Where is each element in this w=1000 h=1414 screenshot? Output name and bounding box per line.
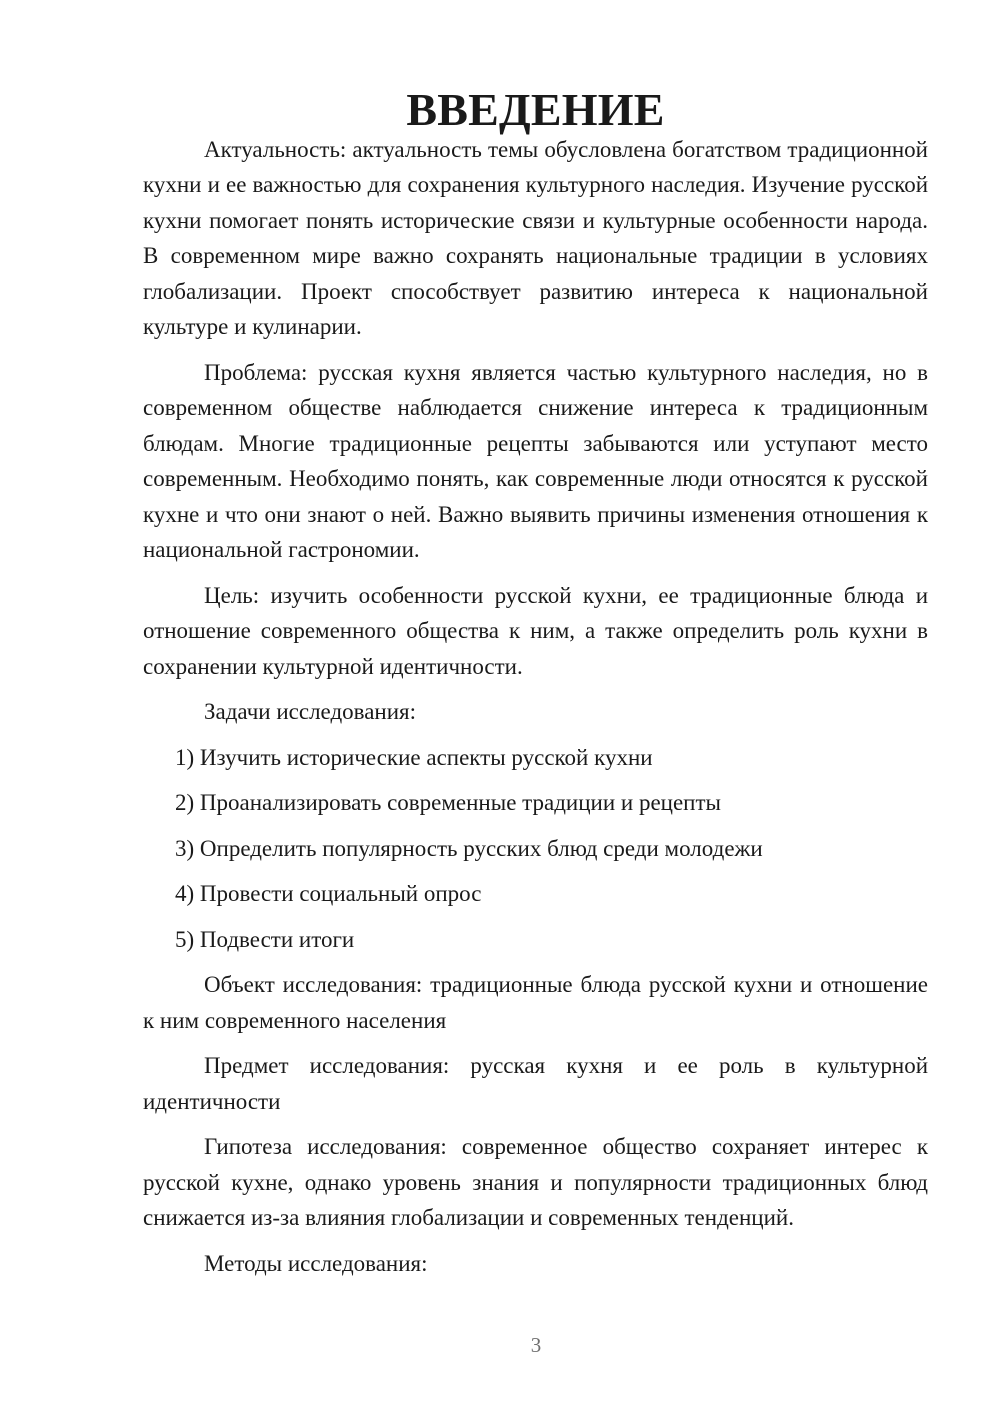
- tasks-list: [143, 740, 928, 958]
- page-content: [143, 84, 928, 1291]
- list-item: 5) Подвести итоги: [175, 926, 355, 952]
- methods-heading: Методы исследования:: [204, 1250, 428, 1276]
- hypothesis-paragraph: Гипотеза исследования: современное общество сохраняет интерес к русской кухне, однако уровень знания и популярности традиционных блюд снижается из-за влияния глобализации и современных тенденций.: [143, 1134, 928, 1230]
- list-item: 2) Проанализировать современные традиции и рецепты: [175, 790, 721, 815]
- page-number: 3: [530, 1333, 542, 1357]
- object-paragraph: Объект исследования: традиционные блюда русской кухни и отношение к ним современного населения: [143, 972, 928, 1033]
- goal-paragraph: Цель: изучить особенности русской кухни, ее традиционные блюда и отношение современного общества к ним, а также определить роль кухни в сохранении культурной идентичности.: [143, 582, 928, 679]
- list-item: 4) Провести социальный опрос: [175, 881, 482, 906]
- page-title: ВВЕДЕНИЕ: [406, 84, 665, 135]
- tasks-heading: Задачи исследования:: [204, 699, 417, 724]
- subject-paragraph: Предмет исследования: русская кухня и ее роль в культурной идентичности: [143, 1053, 928, 1114]
- problem-paragraph: Проблема: русская кухня является частью культурного наследия, но в современном обществе наблюдается снижение интереса к традиционным блюдам. Многие традиционные рецепты забываются или уступают место современным. Необходимо понять, как современные люди относятся к русской кухне и что они знают о ней. Важно выявить причины изменения отношения к национальной гастрономии.: [143, 359, 928, 562]
- relevance-paragraph: Актуальность: актуальность темы обусловлена богатством традиционной кухни и ее важностью для сохранения культурного наследия. Изучение русской кухни помогает понять исторические связи и культурные особенности народа. В современном мире важно сохранять национальные традиции в условиях глобализации. Проект способствует развитию интереса к национальной культуре и кулинарии.: [143, 136, 928, 339]
- list-item: 1) Изучить исторические аспекты русской кухни: [175, 744, 653, 770]
- list-item: 3) Определить популярность русских блюд среди молодежи: [175, 835, 763, 861]
